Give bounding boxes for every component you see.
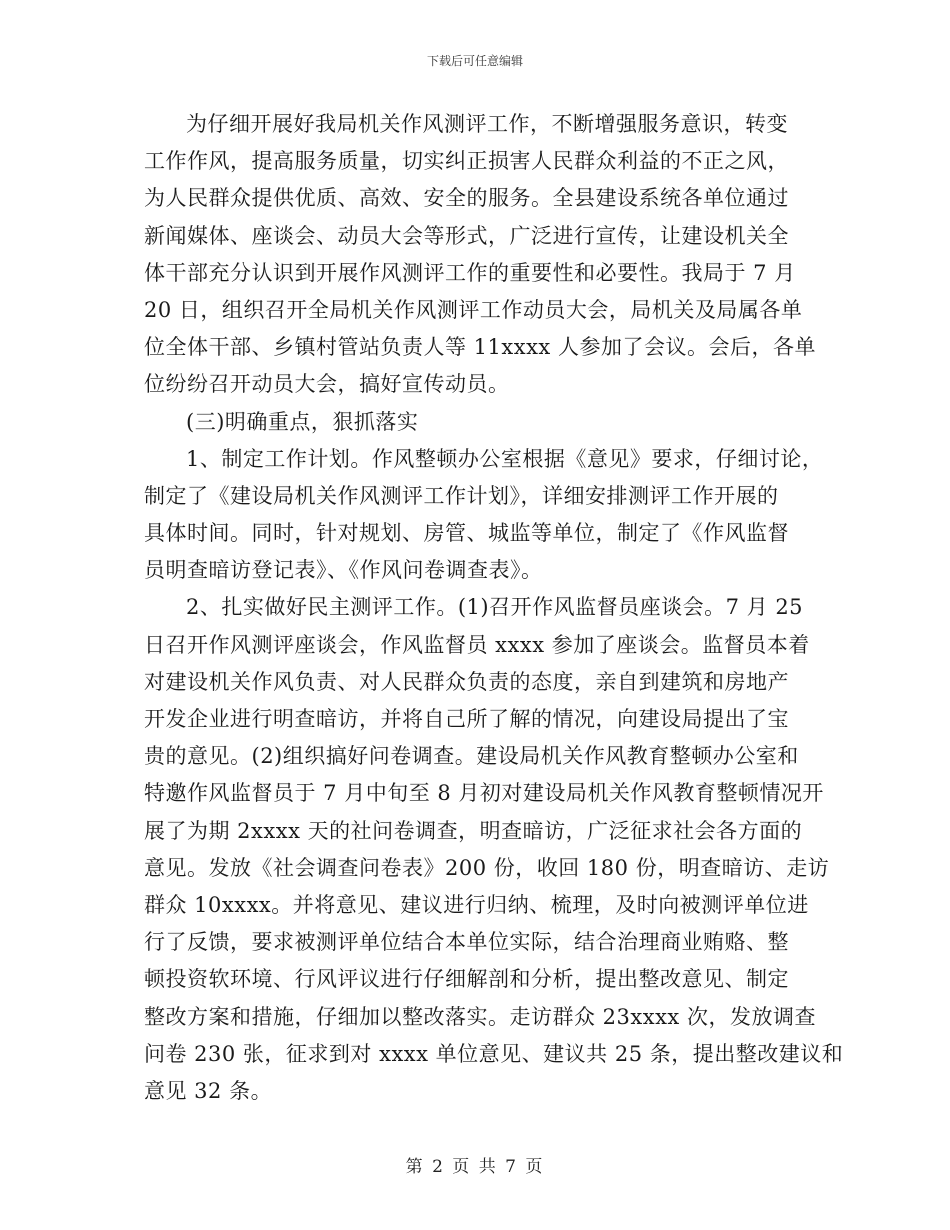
text-line: 问卷 230 张，征求到对 xxxx 单位意见、建议共 25 条，提出整改建议和 [144,1041,844,1066]
text-line: 1、制定工作计划。作风整顿办公室根据《意见》要求，仔细讨论， [186,446,824,471]
text-line: 整改方案和措施，仔细加以整改落实。走访群众 23xxxx 次，发放调查 [144,1004,816,1029]
text-line: 体干部充分认识到开展作风测评工作的重要性和必要性。我局于 7 月 [144,260,796,285]
text-line: 位全体干部、乡镇村管站负责人等 11xxxx 人参加了会议。会后，各单 [144,335,816,360]
text-line: 为仔细开展好我局机关作风测评工作，不断增强服务意识，转变 [186,112,788,136]
text-line: 为人民群众提供优质、高效、安全的服务。全县建设系统各单位通过 [144,186,789,211]
page-header-note: 下载后可任意编辑 [426,54,523,68]
text-line: 特邀作风监督员于 7 月中旬至 8 月初对建设局机关作风教育整顿情况开 [144,781,824,806]
text-line: 意见 32 条。 [144,1078,273,1103]
text-line: 顿投资软环境、行风评议进行仔细解剖和分析，提出整改意见、制定 [144,967,789,992]
text-line: 展了为期 2xxxx 天的社问卷调查，明查暗访，广泛征求社会各方面的 [144,818,803,843]
text-line: 对建设机关作风负责、对人民群众负责的态度，亲自到建筑和房地产 [144,669,789,694]
text-line: 开发企业进行明查暗访，并将自己所了解的情况，向建设局提出了宝 [144,707,789,731]
text-line: 工作作风，提高服务质量，切实纠正损害人民群众利益的不正之风， [144,149,789,174]
text-line: 群众 10xxxx。并将意见、建议进行归纳、梳理，及时向被测评单位进 [144,892,809,917]
page-number: 第 2 页 共 7 页 [405,1157,545,1177]
text-line: 20 日，组织召开全局机关作风测评工作动员大会，局机关及局属各单 [144,297,803,322]
text-line: 2、扎实做好民主测评工作。(1)召开作风监督员座谈会。7 月 25 [186,595,804,620]
text-line: 新闻媒体、座谈会、动员大会等形式，广泛进行宣传，让建设机关全 [144,223,789,248]
text-line: 意见。发放《社会调查问卷表》200 份，收回 180 份，明查暗访、走访 [144,855,830,880]
document-body [144,106,844,1110]
text-line: 制定了《建设局机关作风测评工作计划》，详细安排测评工作开展的 [144,483,779,508]
section-heading: (三)明确重点，狠抓落实 [186,409,419,434]
text-line: 位纷纷召开动员大会，搞好宣传动员。 [144,372,510,397]
text-line: 员明查暗访登记表》、《作风问卷调查表》。 [144,558,543,583]
text-line: 行了反馈，要求被测评单位结合本单位实际，结合治理商业贿赂、整 [144,930,789,955]
text-line: 日召开作风测评座谈会，作风监督员 xxxx 参加了座谈会。监督员本着 [144,632,810,657]
text-line: 具体时间。同时，针对规划、房管、城监等单位，制定了《作风监督 [144,521,789,546]
text-line: 贵的意见。(2)组织搞好问卷调查。建设局机关作风教育整顿办公室和 [144,744,799,769]
